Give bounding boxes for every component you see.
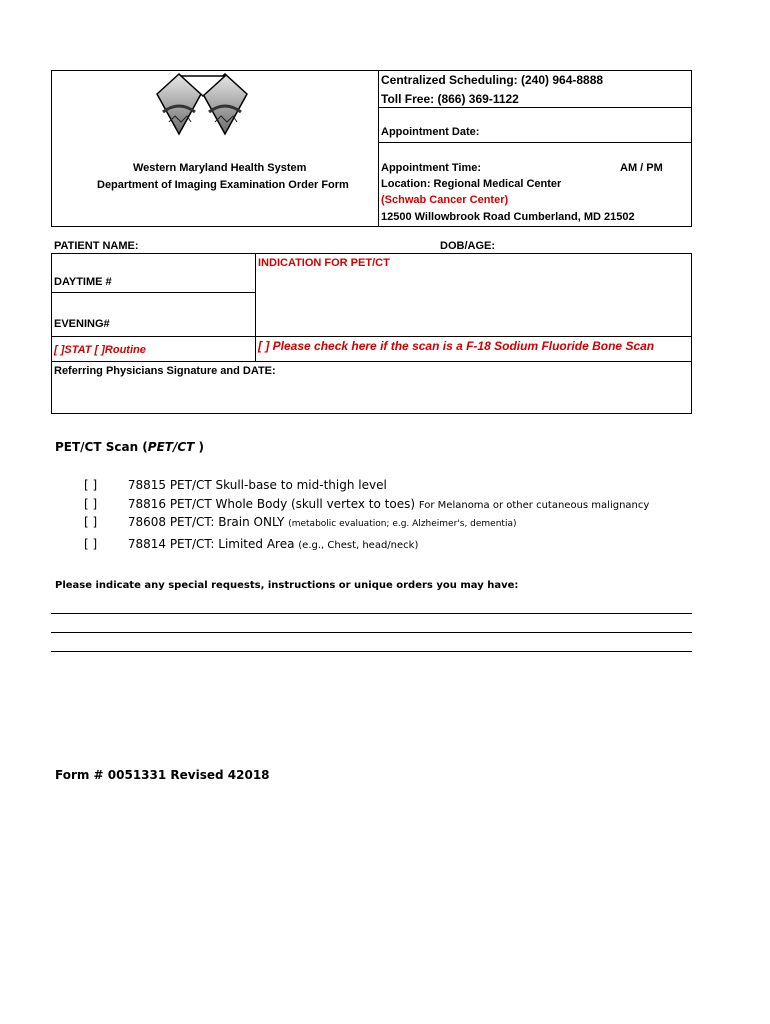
address: 12500 Willowbrook Road Cumberland, MD 21502 <box>381 211 635 223</box>
checkbox[interactable]: [ ] <box>84 497 98 511</box>
scan-title: PET/CT Scan (PET/CT ) <box>55 440 205 454</box>
scan-description: 78814 PET/CT: Limited Area <box>127 537 295 551</box>
form-number: Form # 0051331 Revised 42018 <box>55 768 270 782</box>
special-request-line-1[interactable] <box>51 613 692 614</box>
checkbox[interactable]: [ ] <box>84 537 98 551</box>
scan-description: 78815 PET/CT Skull-base to mid-thigh level <box>127 478 387 492</box>
signature-label: Referring Physicians Signature and DATE: <box>54 365 276 377</box>
am-pm-label: AM / PM <box>620 162 663 174</box>
evening-label: EVENING# <box>54 318 110 330</box>
dob-label: DOB/AGE: <box>440 240 495 252</box>
scan-item-78814[interactable] <box>84 537 418 551</box>
indication-field[interactable] <box>256 272 690 334</box>
scan-item-78816[interactable] <box>84 497 649 511</box>
stat-routine-label: [ ]STAT [ ]Routine <box>54 344 146 356</box>
scan-description: 78816 PET/CT Whole Body (skull vertex to toes) <box>127 497 416 511</box>
patient-name-label: PATIENT NAME: <box>54 240 139 252</box>
appointment-date-label: Appointment Date: <box>381 126 480 138</box>
special-request-line-3[interactable] <box>51 651 692 652</box>
stat-routine-checkbox[interactable] <box>54 344 146 356</box>
org-name: Western Maryland Health System <box>133 162 307 174</box>
checkbox[interactable]: [ ] <box>84 515 98 529</box>
scan-description: 78608 PET/CT: Brain ONLY <box>127 515 285 529</box>
appointment-time-label: Appointment Time: <box>381 162 482 174</box>
fluoride-checkbox[interactable]: [ ] Please check here if the scan is a F-18 Sodium Fluoride Bone Scan <box>258 339 655 353</box>
special-request-line-2[interactable] <box>51 632 692 633</box>
daytime-label: DAYTIME # <box>54 276 112 288</box>
special-requests-label: Please indicate any special requests, instructions or unique orders you may have: <box>55 580 519 591</box>
scan-item-78608[interactable] <box>84 515 516 529</box>
scan-item-78815[interactable] <box>84 478 387 492</box>
indication-label: INDICATION FOR PET/CT <box>258 257 390 269</box>
location-label: Location: Regional Medical Center <box>381 178 562 190</box>
checkbox[interactable]: [ ] <box>84 478 98 492</box>
form-title: Department of Imaging Examination Order Form <box>97 179 349 191</box>
signature-field[interactable] <box>53 380 689 411</box>
header-left-box <box>51 70 379 227</box>
scan-note: (e.g., Chest, head/neck) <box>298 540 419 551</box>
center-name: (Schwab Cancer Center) <box>381 194 509 206</box>
scheduling-phone: Centralized Scheduling: (240) 964-8888 <box>381 73 604 87</box>
toll-free-phone: Toll Free: (866) 369-1122 <box>381 92 519 106</box>
scan-note: (metabolic evaluation; e.g. Alzheimer's, dementia) <box>288 519 517 529</box>
scan-note: For Melanoma or other cutaneous malignancy <box>418 500 650 511</box>
